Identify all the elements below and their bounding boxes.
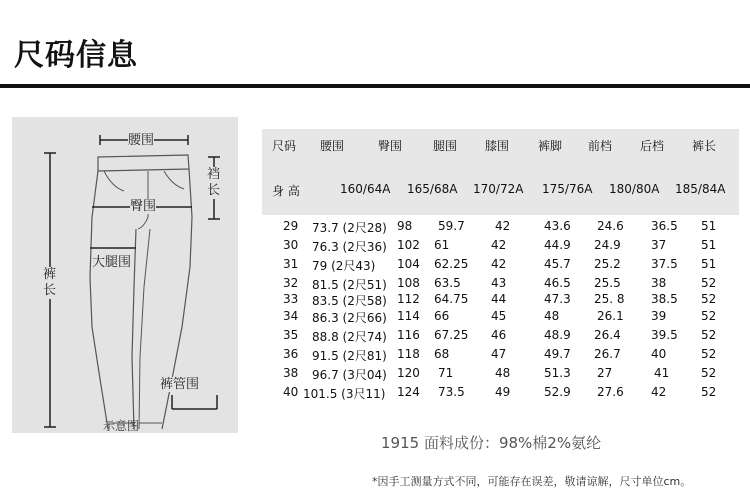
size-cell: 35 xyxy=(283,328,299,342)
front-rise-cell: 27 xyxy=(597,366,613,380)
measurement-note: *因手工测量方式不同，可能存在误差，敬请谅解，尺寸单位cm。 xyxy=(372,475,692,488)
hem-cell: 44.9 xyxy=(544,238,571,252)
waist-cell: 86.3 (2尺66) xyxy=(312,311,387,325)
table-row xyxy=(0,328,750,344)
front-rise-cell: 26.7 xyxy=(594,347,621,361)
hem-cell: 47.3 xyxy=(544,292,571,306)
waist-cell: 88.8 (2尺74) xyxy=(312,330,387,344)
thigh-cell: 66 xyxy=(434,309,450,323)
length-cell: 52 xyxy=(701,276,717,290)
table-row xyxy=(0,292,750,308)
hip-cell: 98 xyxy=(397,219,413,233)
height-value: 185/84A xyxy=(675,182,726,196)
size-cell: 38 xyxy=(283,366,299,380)
knee-cell: 47 xyxy=(491,347,507,361)
size-cell: 33 xyxy=(283,292,299,306)
back-rise-cell: 37 xyxy=(651,238,667,252)
table-row xyxy=(0,366,750,382)
hem-label: 裤管围 xyxy=(160,377,200,392)
hip-cell: 102 xyxy=(397,238,420,252)
hem-cell: 48.9 xyxy=(544,328,571,342)
page-title: 尺码信息 xyxy=(14,38,138,73)
front-rise-cell: 24.9 xyxy=(594,238,621,252)
header-size: 尺码 xyxy=(272,139,297,153)
length-cell: 52 xyxy=(701,366,717,380)
waist-cell: 76.3 (2尺36) xyxy=(312,240,387,254)
hip-cell: 112 xyxy=(397,292,420,306)
height-value: 165/68A xyxy=(407,182,458,196)
knee-cell: 44 xyxy=(491,292,507,306)
waist-label: 腰围 xyxy=(128,133,155,148)
hip-cell: 120 xyxy=(397,366,420,380)
hip-cell: 114 xyxy=(397,309,420,323)
front-rise-cell: 25. 8 xyxy=(594,292,625,306)
knee-cell: 43 xyxy=(491,276,507,290)
waist-cell: 96.7 (3尺04) xyxy=(312,368,387,382)
hem-cell: 49.7 xyxy=(544,347,571,361)
knee-cell: 42 xyxy=(491,257,507,271)
header-knee: 膝围 xyxy=(485,139,510,153)
length-cell: 51 xyxy=(701,219,717,233)
header-hem: 裤脚 xyxy=(538,139,563,153)
front-rise-cell: 26.1 xyxy=(597,309,624,323)
length-cell: 51 xyxy=(701,257,717,271)
thigh-label: 大腿围 xyxy=(92,255,132,270)
front-rise-cell: 24.6 xyxy=(597,219,624,233)
size-cell: 29 xyxy=(283,219,299,233)
knee-cell: 46 xyxy=(491,328,507,342)
table-row xyxy=(0,309,750,325)
length-cell: 52 xyxy=(701,328,717,342)
back-rise-cell: 39.5 xyxy=(651,328,678,342)
table-row xyxy=(0,385,750,401)
thigh-cell: 71 xyxy=(438,366,454,380)
material-composition: 1915 面料成份：98%棉2%氨纶 xyxy=(381,434,602,452)
size-cell: 34 xyxy=(283,309,299,323)
front-rise-cell: 26.4 xyxy=(594,328,621,342)
length-label: 裤长 xyxy=(42,267,56,298)
size-cell: 30 xyxy=(283,238,299,252)
table-row xyxy=(0,219,750,235)
size-cell: 40 xyxy=(283,385,299,399)
thigh-cell: 63.5 xyxy=(434,276,461,290)
front-rise-cell: 25.2 xyxy=(594,257,621,271)
back-rise-cell: 39 xyxy=(651,309,667,323)
size-cell: 36 xyxy=(283,347,299,361)
height-value: 160/64A xyxy=(340,182,391,196)
thigh-cell: 59.7 xyxy=(438,219,465,233)
hem-cell: 52.9 xyxy=(544,385,571,399)
header-front-rise: 前档 xyxy=(588,139,613,153)
back-rise-cell: 42 xyxy=(651,385,667,399)
header-thigh: 腿围 xyxy=(433,139,458,153)
rise-label: 裆长 xyxy=(206,167,220,198)
waist-cell: 73.7 (2尺28) xyxy=(312,221,387,235)
thigh-cell: 68 xyxy=(434,347,450,361)
hip-cell: 108 xyxy=(397,276,420,290)
length-cell: 52 xyxy=(701,292,717,306)
length-cell: 52 xyxy=(701,309,717,323)
knee-cell: 45 xyxy=(491,309,507,323)
table-row xyxy=(0,238,750,254)
length-cell: 51 xyxy=(701,238,717,252)
knee-cell: 49 xyxy=(495,385,511,399)
hip-cell: 118 xyxy=(397,347,420,361)
back-rise-cell: 38.5 xyxy=(651,292,678,306)
thigh-cell: 73.5 xyxy=(438,385,465,399)
thigh-cell: 62.25 xyxy=(434,257,469,271)
diagram-caption: 示意图 xyxy=(103,419,140,433)
table-row xyxy=(0,276,750,292)
waist-cell: 101.5 (3尺11) xyxy=(303,387,386,401)
hip-cell: 124 xyxy=(397,385,420,399)
hem-cell: 45.7 xyxy=(544,257,571,271)
hem-cell: 43.6 xyxy=(544,219,571,233)
length-cell: 52 xyxy=(701,385,717,399)
height-value: 170/72A xyxy=(473,182,524,196)
knee-cell: 42 xyxy=(495,219,511,233)
hip-cell: 116 xyxy=(397,328,420,342)
waist-cell: 81.5 (2尺51) xyxy=(312,278,387,292)
size-cell: 32 xyxy=(283,276,299,290)
length-cell: 52 xyxy=(701,347,717,361)
height-label: 身 高 xyxy=(272,184,300,198)
thigh-cell: 67.25 xyxy=(434,328,469,342)
back-rise-cell: 36.5 xyxy=(651,219,678,233)
hem-cell: 48 xyxy=(544,309,560,323)
table-row xyxy=(0,347,750,363)
header-back-rise: 后档 xyxy=(640,139,665,153)
size-cell: 31 xyxy=(283,257,299,271)
front-rise-cell: 25.5 xyxy=(594,276,621,290)
header-length: 裤长 xyxy=(692,139,717,153)
height-value: 175/76A xyxy=(542,182,593,196)
waist-cell: 83.5 (2尺58) xyxy=(312,294,387,308)
front-rise-cell: 27.6 xyxy=(597,385,624,399)
back-rise-cell: 40 xyxy=(651,347,667,361)
title-divider xyxy=(0,84,750,88)
knee-cell: 48 xyxy=(495,366,511,380)
table-row xyxy=(0,257,750,273)
back-rise-cell: 41 xyxy=(654,366,670,380)
header-hip: 臀围 xyxy=(378,139,403,153)
hip-label: 臀围 xyxy=(130,199,157,214)
header-waist: 腰围 xyxy=(320,139,345,153)
waist-cell: 91.5 (2尺81) xyxy=(312,349,387,363)
hem-cell: 51.3 xyxy=(544,366,571,380)
back-rise-cell: 37.5 xyxy=(651,257,678,271)
waist-cell: 79 (2尺43) xyxy=(312,259,376,273)
height-value: 180/80A xyxy=(609,182,660,196)
thigh-cell: 64.75 xyxy=(434,292,469,306)
knee-cell: 42 xyxy=(491,238,507,252)
hem-cell: 46.5 xyxy=(544,276,571,290)
hip-cell: 104 xyxy=(397,257,420,271)
back-rise-cell: 38 xyxy=(651,276,667,290)
thigh-cell: 61 xyxy=(434,238,450,252)
